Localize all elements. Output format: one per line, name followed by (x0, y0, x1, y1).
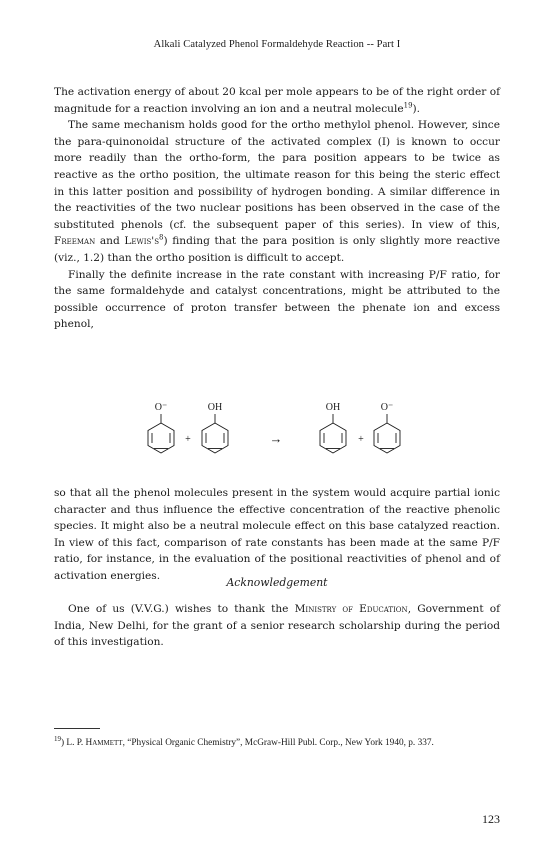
footnote-author: L. P. Hammett (66, 738, 123, 748)
footnote: $^{19}$) L. P. Hammett, “Physical Organic Chemistry”, McGraw-Hill Publ. Corp., New York 1940, p. 337. (54, 734, 434, 748)
equation-label: O⁻ (380, 402, 394, 413)
phenol-left (202, 402, 228, 453)
author-name: Lewis's (124, 235, 159, 248)
paragraph-proton-transfer: Finally the definite increase in the rate constant with increasing P/F ratio, for the same formaldehyde and catalyst concentrations, might be attributed to the possible occurrence of proton transfer between the phenate ion and excess phenol, (54, 268, 500, 331)
footnote-ref: 8 (159, 233, 164, 242)
plus-sign: + (185, 434, 191, 445)
proton-transfer-equation (54, 398, 500, 478)
paragraph-acknowledgement: One of us (V.V.G.) wishes to thank the Ministry of Education, Government of India, New Delhi, for the grant of a senior research scholarship during the period of this investigation. (54, 603, 501, 649)
ministry-name: Ministry of Education (294, 603, 408, 615)
equation-label: OH (325, 402, 341, 413)
phenol-right (320, 402, 346, 453)
paragraph-ionic-character: so that all the phenol molecules present in the system would acquire partial ionic character and thus influence the effective concentration of the reactive phenolic species. It might also be a neutral molecule effect on this base catalyzed reaction. In view of this fact, comparison of rate constants has been made at the same P/F ratio, for instance, in the evaluation of the positional reactivities of phenol and of activation energies. (54, 487, 500, 582)
equation-label: O⁻ (154, 402, 168, 413)
paragraph-activation-energy: The activation energy of about 20 kcal per mole appears to be of the right order of magnitude for a reaction involving an ion and a neutral molecule$^{19}$). (54, 86, 500, 115)
body-text-upper (54, 84, 500, 333)
acknowledgement-heading: Acknowledgement (226, 576, 328, 589)
phenate-ion-left (148, 402, 174, 453)
footnote-ref: 19 (403, 101, 413, 110)
footnote-number: 19 (54, 734, 61, 743)
acknowledgement-body (54, 601, 500, 651)
footnote-divider (54, 728, 100, 729)
running-header: Alkali Catalyzed Phenol Formaldehyde Reaction -- Part I (153, 39, 401, 50)
plus-sign: + (358, 434, 364, 445)
equation-label: OH (207, 402, 223, 413)
author-name: Freeman (54, 235, 96, 248)
paragraph-mechanism: The same mechanism holds good for the ortho methylol phenol. However, since the para-quinonoidal structure of the activated complex (I) is known to occur more readily than the ortho-form, the para position appears to be twice as reactive as the ortho position, the ultimate reason for this being the steric effect in this latter position and possibility of hydrogen bonding. A similar difference in the reactivities of the two nuclear positions has been observed in the case of the substituted phenols (cf. the subsequent paper of this series). In view of this, Freeman and $Lewis's^8$) finding that the para position is only slightly more reactive (viz., 1.2) than the ortho position is difficult to accept. (54, 119, 500, 264)
reaction-arrow: → (269, 431, 283, 446)
page-number: 123 (482, 812, 500, 826)
body-text-lower (54, 485, 500, 585)
phenate-ion-right (374, 402, 400, 453)
